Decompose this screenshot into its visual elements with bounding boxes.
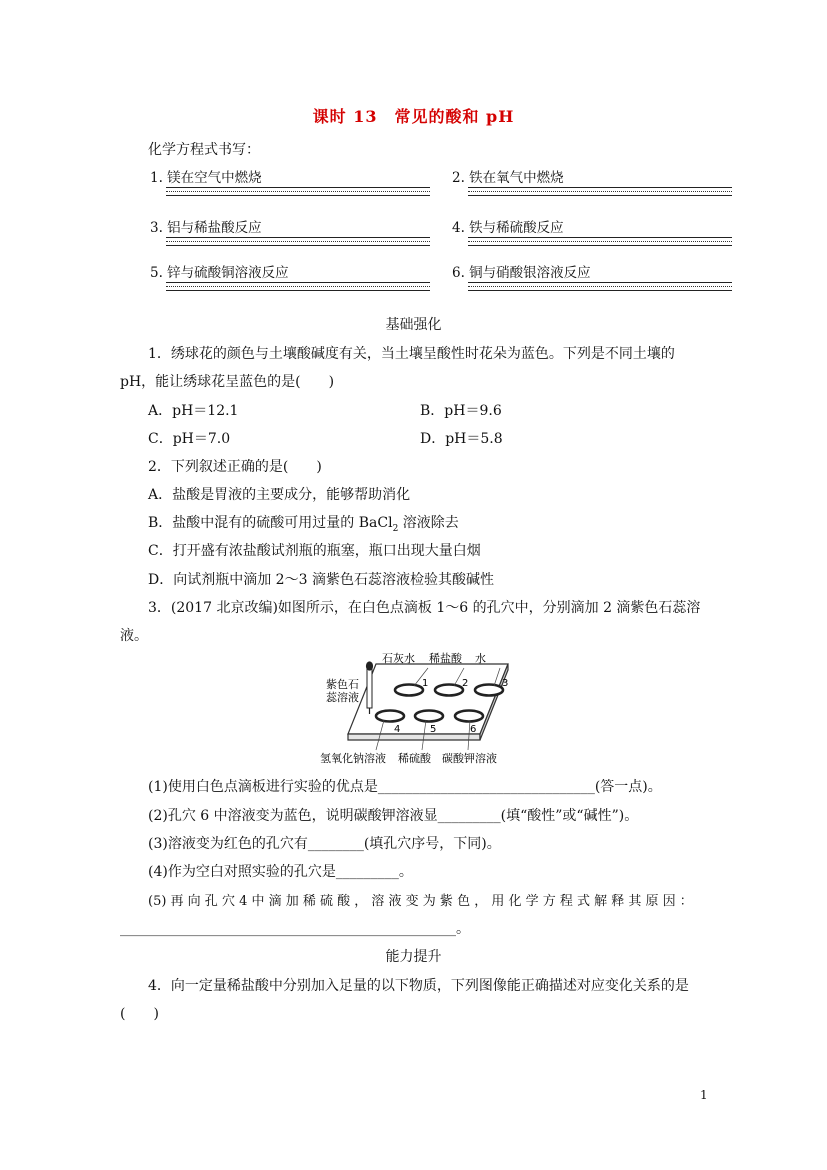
label-dropper-1: 紫色石 (326, 678, 359, 691)
q1-stem-line2: pH，能让绣球花呈蓝色的是( ) (120, 374, 335, 390)
well-number-1: 1 (422, 678, 429, 689)
label-top-3: 水 (475, 652, 486, 665)
well-number-4: 4 (394, 724, 401, 735)
q2-option-c: C．打开盛有浓盐酸试剂瓶的瓶塞，瓶口出现大量白烟 (148, 543, 481, 559)
equation-answer-lines-3 (166, 234, 430, 246)
equation-label-4: 4. 铁与稀硫酸反应 (452, 220, 564, 236)
label-top-2: 稀盐酸 (429, 652, 462, 665)
equation-header: 化学方程式书写： (148, 142, 260, 158)
page-title: 课时 13 常见的酸和 pH (312, 107, 515, 126)
q4-stem-line1: 4．向一定量稀盐酸中分别加入足量的以下物质，下列图像能正确描述对应变化关系的是 (148, 978, 689, 994)
dropper-bulb (366, 661, 373, 670)
label-dropper-2: 蕊溶液 (326, 691, 359, 704)
spot-plate-figure (318, 650, 512, 766)
q2-option-b-subscript: 2 (392, 523, 399, 534)
q1-stem-line1: 1．绣球花的颜色与土壤酸碱度有关，当土壤呈酸性时花朵为蓝色。下列是不同土壤的 (148, 346, 675, 362)
well-3 (475, 685, 503, 696)
q3-stem-line2: 液。 (120, 628, 148, 644)
q2-stem: 2．下列叙述正确的是( ) (148, 459, 322, 475)
dropper-tube (367, 668, 372, 708)
q3-stem-line1: 3．(2017 北京改编)如图所示，在白色点滴板 1～6 的孔穴中，分别滴加 2 滴紫色石蕊溶 (148, 600, 701, 616)
q3-sub-1: (1)使用白色点滴板进行实验的优点是_______________________________(答一点)。 (148, 779, 662, 795)
q3-sub-4: (4)作为空白对照实验的孔穴是_________。 (148, 864, 413, 880)
equation-label-3: 3. 铝与稀盐酸反应 (150, 220, 262, 236)
well-number-2: 2 (462, 678, 469, 689)
q3-sub-2: (2)孔穴 6 中溶液变为蓝色，说明碳酸钾溶液显_________(填“酸性”或“碱性”)。 (148, 808, 639, 824)
well-2 (435, 685, 463, 696)
equation-answer-lines-1 (166, 184, 430, 196)
q3-sub-5: (5) 再 向 孔 穴 4 中 滴 加 稀 硫 酸 ， 溶 液 变 为 紫 色 ， 用 化 学 方 程 式 解 释 其 原 因 ： (148, 894, 693, 909)
label-bottom-2: 稀硫酸 (398, 752, 431, 765)
q3-sub-3: (3)溶液变为红色的孔穴有________(填孔穴序号，下同)。 (148, 836, 501, 852)
q1-option-d: D．pH＝5.8 (420, 431, 503, 447)
equation-label-5: 5. 锌与硫酸铜溶液反应 (150, 265, 289, 281)
q2-option-d: D．向试剂瓶中滴加 2～3 滴紫色石蕊溶液检验其酸碱性 (148, 572, 494, 588)
q2-option-b-tail: 溶液除去 (398, 515, 459, 531)
q2-option-b (148, 512, 459, 534)
page-number: 1 (700, 1088, 708, 1102)
well-1 (395, 685, 423, 696)
well-6 (455, 711, 483, 722)
well-4 (376, 711, 404, 722)
equation-answer-lines-6 (468, 279, 732, 291)
q3-sub-5-blank: ________________________________________________。 (120, 921, 470, 937)
q1-option-c: C．pH＝7.0 (148, 431, 231, 447)
section-basic: 基础强化 (385, 317, 442, 333)
well-5 (415, 711, 443, 722)
equation-label-1: 1. 镁在空气中燃烧 (150, 170, 262, 186)
well-number-5: 5 (430, 724, 437, 735)
equation-label-2: 2. 铁在氧气中燃烧 (452, 170, 564, 186)
well-number-6: 6 (470, 724, 477, 735)
q2-option-b-text: B．盐酸中混有的硫酸可用过量的 BaCl (148, 515, 393, 531)
well-number-3: 3 (502, 678, 509, 689)
equation-answer-lines-5 (166, 279, 430, 291)
q2-option-a: A．盐酸是胃液的主要成分，能够帮助消化 (148, 487, 411, 503)
q1-option-a: A．pH＝12.1 (148, 403, 239, 419)
q1-option-b: B．pH＝9.6 (420, 403, 502, 419)
section-advanced: 能力提升 (385, 949, 442, 965)
equation-label-6: 6. 铜与硝酸银溶液反应 (452, 265, 591, 281)
spot-plate-front (348, 734, 480, 740)
q4-stem-line2: ( ) (120, 1006, 159, 1022)
equation-answer-lines-2 (468, 184, 732, 196)
label-top-1: 石灰水 (382, 652, 415, 665)
label-bottom-1: 氢氧化钠溶液 (320, 752, 386, 765)
label-bottom-3: 碳酸钾溶液 (442, 752, 497, 765)
equation-answer-lines-4 (468, 234, 732, 246)
